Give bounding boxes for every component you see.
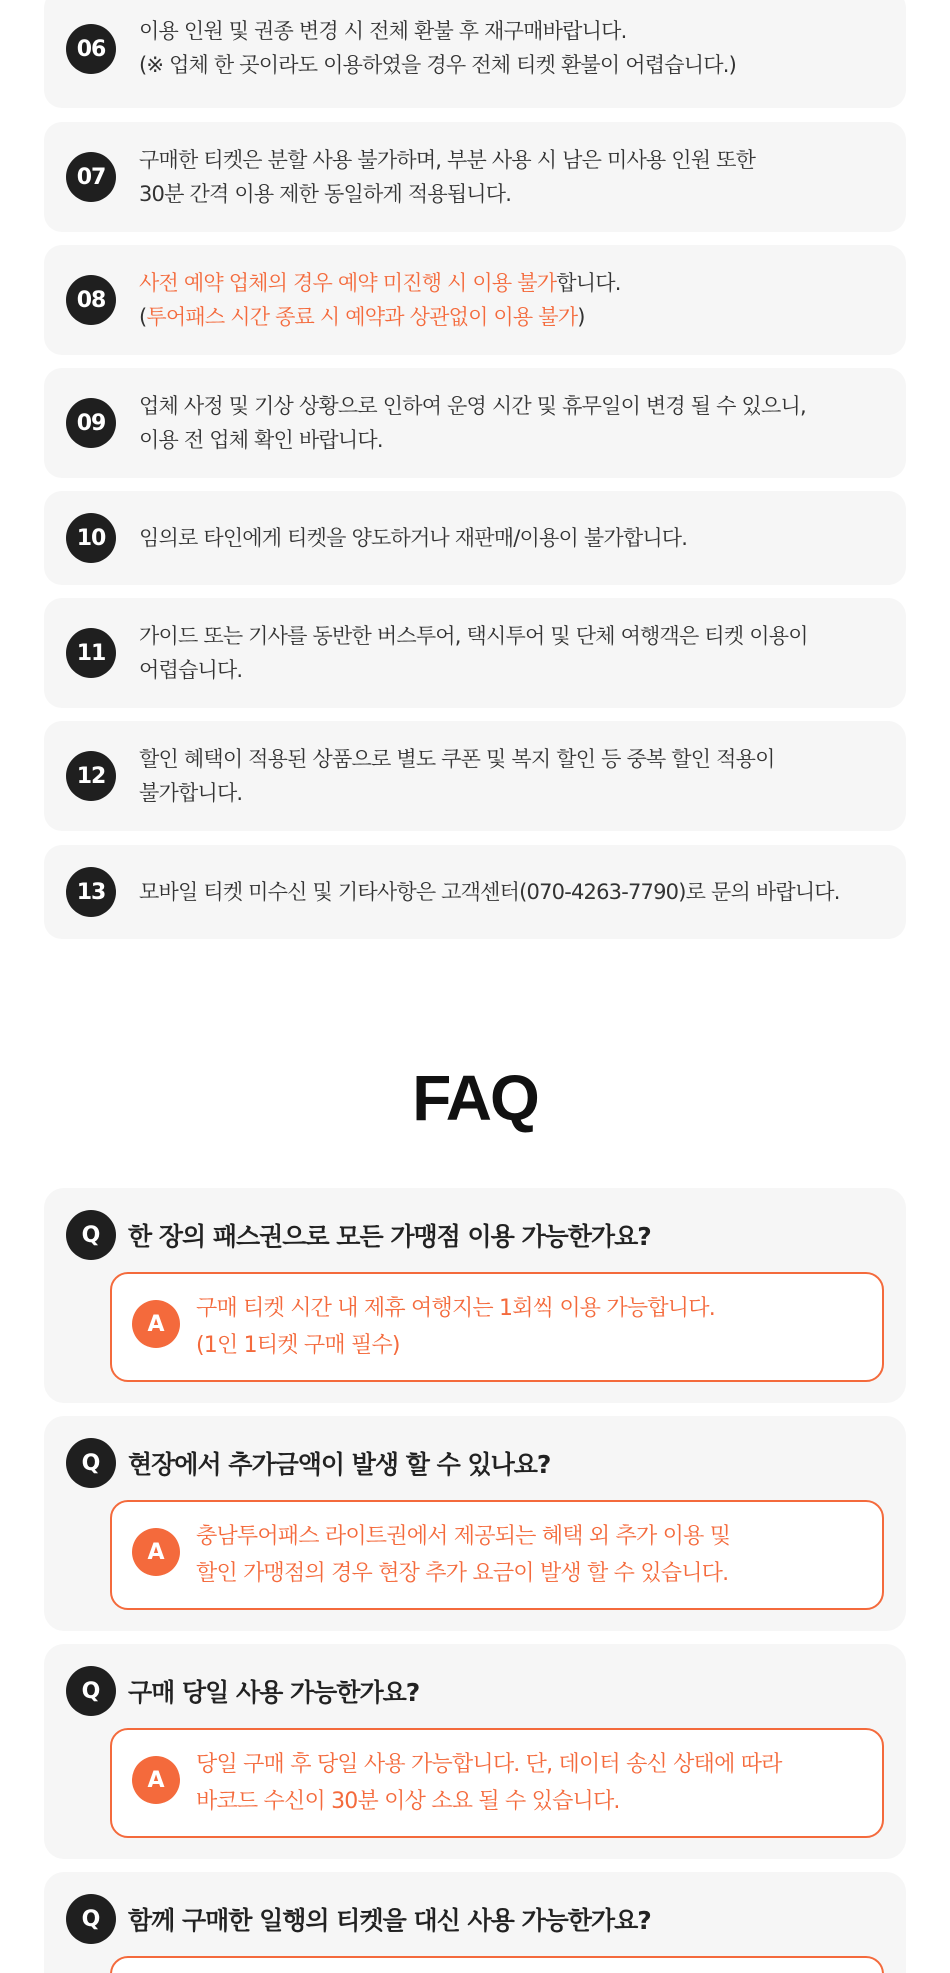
notice-line: 불가합니다. (139, 781, 243, 805)
paren-close: ) (577, 305, 585, 329)
notice-item-07 (44, 122, 906, 232)
faq-answer-box (110, 1500, 884, 1610)
notice-item-12 (44, 721, 906, 831)
notice-number-badge: 12 (66, 751, 116, 801)
notice-item-06 (44, 0, 906, 108)
notice-text (139, 875, 886, 909)
answer-line: (1인 1티켓 구매 필수) (196, 1333, 400, 1358)
notice-text (139, 742, 886, 810)
notice-line: 이용 인원 및 권종 변경 시 전체 환불 후 재구매바랍니다. (139, 19, 627, 43)
faq-item (44, 1644, 906, 1859)
notice-line: 가이드 또는 기사를 동반한 버스투어, 택시투어 및 단체 여행객은 티켓 이용이 (139, 624, 808, 648)
notice-line: 할인 혜택이 적용된 상품으로 별도 쿠폰 및 복지 할인 등 중복 할인 적용이 (139, 747, 775, 771)
faq-item (44, 1188, 906, 1403)
faq-question[interactable]: 현장에서 추가금액이 발생 할 수 있나요? (128, 1450, 551, 1479)
faq-item (44, 1872, 906, 1973)
question-badge: Q (66, 1438, 116, 1488)
answer-line: 바코드 수신이 30분 이상 소요 될 수 있습니다. (196, 1789, 620, 1814)
notice-number-badge: 10 (66, 513, 116, 563)
faq-answer (196, 1518, 730, 1592)
question-badge: Q (66, 1894, 116, 1944)
faq-question[interactable]: 함께 구매한 일행의 티켓을 대신 사용 가능한가요? (128, 1906, 651, 1935)
question-badge: Q (66, 1666, 116, 1716)
answer-badge: A (132, 1756, 180, 1804)
notice-number-badge: 09 (66, 398, 116, 448)
answer-badge: A (132, 1300, 180, 1348)
notice-line (139, 300, 886, 334)
highlight-text: 투어패스 시간 종료 시 예약과 상관없이 이용 불가 (146, 305, 578, 329)
notice-line: 구매한 티켓은 분할 사용 불가하며, 부분 사용 시 남은 미사용 인원 또한 (139, 148, 756, 172)
notice-text (139, 143, 886, 211)
notice-line: 모바일 티켓 미수신 및 기타사항은 고객센터(070-4263-7790)로 문의 바랍니다. (139, 880, 840, 904)
notice-text (139, 521, 886, 555)
notice-line: 이용 전 업체 확인 바랍니다. (139, 428, 383, 452)
notice-text (139, 266, 886, 334)
answer-line: 당일 구매 후 당일 사용 가능합니다. 단, 데이터 송신 상태에 따라 (196, 1752, 782, 1777)
answer-line: 충남투어패스 라이트권에서 제공되는 혜택 외 추가 이용 및 (196, 1524, 731, 1549)
faq-answer (196, 1290, 715, 1364)
question-badge: Q (66, 1210, 116, 1260)
faq-answer-box (110, 1728, 884, 1838)
notice-text (139, 389, 886, 457)
notice-line-rest: 합니다. (556, 271, 621, 295)
answer-badge: A (132, 1528, 180, 1576)
notice-number-badge: 06 (66, 24, 116, 74)
notice-number-badge: 08 (66, 275, 116, 325)
faq-title: FAQ (412, 1062, 538, 1134)
notice-line: 30분 간격 이용 제한 동일하게 적용됩니다. (139, 182, 512, 206)
notice-text (139, 619, 886, 687)
notice-item-09 (44, 368, 906, 478)
notice-line: 어렵습니다. (139, 658, 243, 682)
notice-item-13 (44, 845, 906, 939)
notice-line (139, 266, 886, 300)
notice-line: (※ 업체 한 곳이라도 이용하였을 경우 전체 티켓 환불이 어렵습니다.) (139, 53, 736, 77)
notice-line: 업체 사정 및 기상 상황으로 인하여 운영 시간 및 휴무일이 변경 될 수 있으니, (139, 394, 806, 418)
faq-answer (196, 1746, 782, 1820)
answer-line: 할인 가맹점의 경우 현장 추가 요금이 발생 할 수 있습니다. (196, 1561, 729, 1586)
notice-item-08 (44, 245, 906, 355)
notice-item-10 (44, 491, 906, 585)
notice-number-badge: 07 (66, 152, 116, 202)
notice-text (139, 14, 886, 82)
highlight-text: 사전 예약 업체의 경우 예약 미진행 시 이용 불가 (139, 271, 557, 295)
faq-answer-box (110, 1272, 884, 1382)
answer-line: 구매 티켓 시간 내 제휴 여행지는 1회씩 이용 가능합니다. (196, 1296, 715, 1321)
notice-item-11 (44, 598, 906, 708)
notice-number-badge: 11 (66, 628, 116, 678)
faq-answer-box (110, 1956, 884, 1973)
notice-number-badge: 13 (66, 867, 116, 917)
faq-item (44, 1416, 906, 1631)
paren-open: ( (139, 305, 147, 329)
faq-question[interactable]: 한 장의 패스권으로 모든 가맹점 이용 가능한가요? (128, 1222, 651, 1251)
faq-question[interactable]: 구매 당일 사용 가능한가요? (128, 1678, 420, 1707)
notice-line: 임의로 타인에게 티켓을 양도하거나 재판매/이용이 불가합니다. (139, 526, 688, 550)
